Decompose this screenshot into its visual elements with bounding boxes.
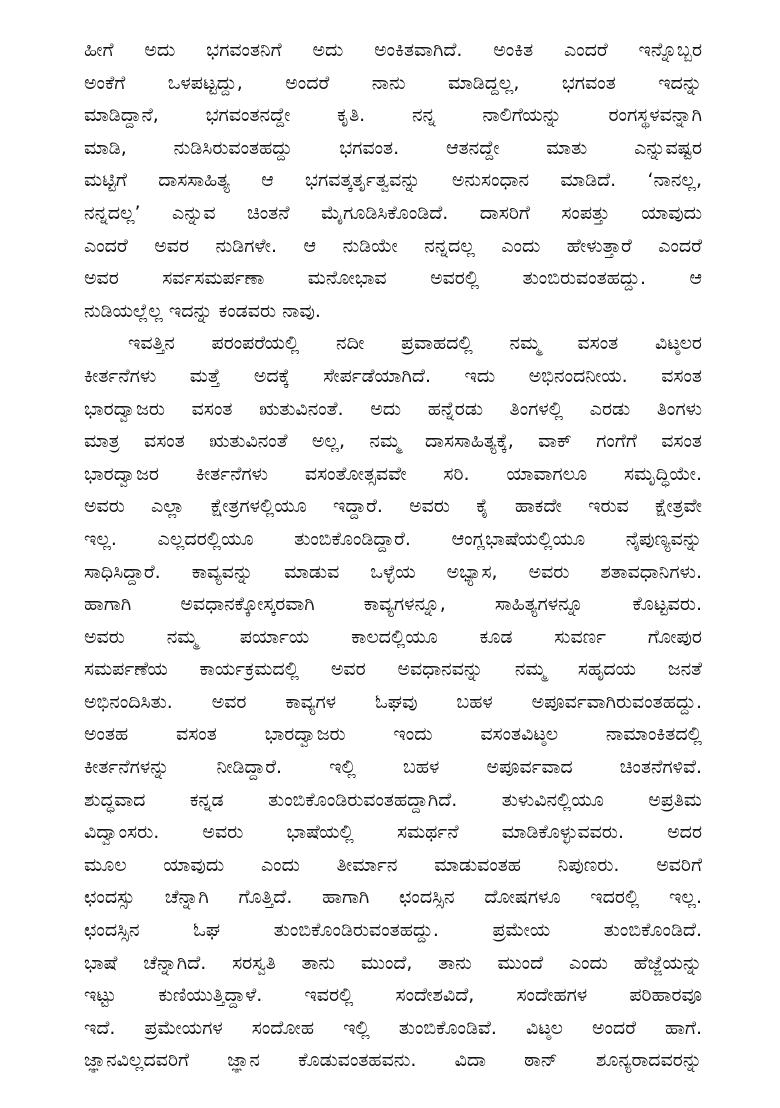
text-line: ಸಾಧಿಸಿದ್ದಾರೆ. ಕಾವ್ಯವನ್ನು ಮಾಡುವ ಒಳ್ಳೆಯ ಅಭ್ಯಾಸ, ಅವರು ಶತಾವಧಾನಿಗಳು.	[84, 560, 702, 583]
paragraph	[84, 327, 702, 1077]
text-line: ಹೀಗೆ ಅದು ಭಗವಂತನಿಗೆ ಅದು ಅಂಕಿತವಾಗಿದೆ. ಅಂಕಿತ ಎಂದರೆ ಇನ್ನೊಬ್ಬರ	[84, 39, 702, 61]
text-line: ನುಡಿಯಲ್ಲೆಲ್ಲ ಇದನ್ನು ಕಂಡವರು ನಾವು.	[84, 299, 321, 322]
text-line: ಕೀರ್ತನೆಗಳು ಮತ್ತೆ ಅದಕ್ಕೆ ಸೇರ್ಪಡೆಯಾಗಿದೆ. ಇದು ಅಭಿನಂದನೀಯ. ವಸಂತ	[84, 364, 702, 387]
text-line: ಜ್ಞಾನವಿಲ್ಲದವರಿಗೆ ಜ್ಞಾನ ಕೊಡುವಂತಹವನು. ವಿದಾ ಠಾನ್ ಶೂನ್ಯರಾದವರನ್ನು	[84, 1049, 702, 1072]
text-line: ಭಾಷೆ ಚೆನ್ನಾಗಿದೆ. ಸರಸ್ವತಿ ತಾನು ಮುಂದೆ, ತಾನು ಮುಂದೆ ಎಂದು ಹೆಜ್ಜೆಯನ್ನು	[84, 951, 702, 974]
text-line: ಎಂದರೆ ಅವರ ನುಡಿಗಳೇ. ಆ ನುಡಿಯೇ ನನ್ನದಲ್ಲ ಎಂದು ಹೇಳುತ್ತಾರೆ ಎಂದರೆ	[84, 234, 702, 257]
text-line: ಛಂದಸ್ಸಿನ ಓಘ ತುಂಬಿಕೊಂಡಿರುವಂತಹದ್ದು. ಪ್ರಮೇಯ ತುಂಬಿಕೊಂಡಿದೆ.	[84, 919, 702, 942]
text-line: ಮೂಲ ಯಾವುದು ಎಂದು ತೀರ್ಮಾನ ಮಾಡುವಂತಹ ನಿಪುಣರು. ಅವರಿಗೆ	[84, 853, 702, 876]
text-line: ವಿದ್ವಾಂಸರು. ಅವರು ಭಾಷೆಯಲ್ಲಿ ಸಮರ್ಥನೆ ಮಾಡಿಕೊಳ್ಳುವವರು. ಅದರ	[84, 821, 702, 844]
text-line: ಇಟ್ಟು ಕುಣಿಯುತ್ತಿದ್ದಾಳೆ. ಇವರಲ್ಲಿ ಸಂದೇಶವಿದೆ, ಸಂದೇಹಗಳ ಪರಿಹಾರವೂ	[84, 984, 702, 1007]
text-line: ಮಟ್ಟಿಗೆ ದಾಸಸಾಹಿತ್ಯ ಆ ಭಗವತ್ಕರ್ತೃತ್ವವನ್ನು ಅನುಸಂಧಾನ ಮಾಡಿದೆ. ‘ನಾನಲ್ಲ,	[84, 169, 702, 192]
text-line: ಮಾಡಿ, ನುಡಿಸಿರುವಂತಹದ್ದು ಭಗವಂತ. ಆತನದ್ದೇ ಮಾತು ಎನ್ನುವಷ್ಟರ	[84, 136, 702, 159]
text-line: ಅವರು ಎಲ್ಲಾ ಕ್ಷೇತ್ರಗಳಲ್ಲಿಯೂ ಇದ್ದಾರೆ. ಅವರು ಕೈ ಹಾಕದೇ ಇರುವ ಕ್ಷೇತ್ರವೇ	[84, 495, 702, 518]
text-line: ಇಲ್ಲ. ಎಲ್ಲದರಲ್ಲಿಯೂ ತುಂಬಿಕೊಂಡಿದ್ದಾರೆ. ಆಂಗ್ಲಭಾಷೆಯಲ್ಲಿಯೂ ನೈಪುಣ್ಯವನ್ನು	[84, 527, 702, 550]
text-line: ಶುದ್ಧವಾದ ಕನ್ನಡ ತುಂಬಿಕೊಂಡಿರುವಂತಹದ್ದಾಗಿದೆ. ತುಳುವಿನಲ್ಲಿಯೂ ಅಪ್ರತಿಮ	[84, 788, 702, 811]
paragraph	[84, 34, 702, 327]
text-line: ಅಭಿನಂದಿಸಿತು. ಅವರ ಕಾವ್ಯಗಳ ಓಘವು ಬಹಳ ಅಪೂರ್ವವಾಗಿರುವಂತಹದ್ದು.	[84, 690, 702, 713]
text-line: ಭಾರದ್ವಾಜರ ಕೀರ್ತನೆಗಳು ವಸಂತೋತ್ಸವವೇ ಸರಿ. ಯಾವಾಗಲೂ ಸಮೃದ್ಧಿಯೇ.	[84, 462, 702, 485]
text-line: ಇದೆ. ಪ್ರಮೇಯಗಳ ಸಂದೋಹ ಇಲ್ಲಿ ತುಂಬಿಕೊಂಡಿವೆ. ವಿಟ್ಠಲ ಅಂದರೆ ಹಾಗೆ.	[84, 1016, 702, 1039]
text-line: ಅಂತಹ ವಸಂತ ಭಾರದ್ವಾಜರು ಇಂದು ವಸಂತವಿಟ್ಠಲ ನಾಮಾಂಕಿತದಲ್ಲಿ	[84, 723, 702, 746]
text-line: ಭಾರದ್ವಾಜರು ವಸಂತ ಋತುವಿನಂತೆ. ಅದು ಹನ್ನೆರಡು ತಿಂಗಳಲ್ಲಿ ಎರಡು ತಿಂಗಳು	[84, 397, 702, 420]
text-line: ಹಾಗಾಗಿ ಅವಧಾನಕ್ಕೋಸ್ಕರವಾಗಿ ಕಾವ್ಯಗಳನ್ನೂ, ಸಾಹಿತ್ಯಗಳನ್ನೂ ಕೊಟ್ಟವರು.	[84, 593, 702, 616]
text-line: ಮಾಡಿದ್ದಾನೆ, ಭಗವಂತನದ್ದೇ ಕೃತಿ. ನನ್ನ ನಾಲಿಗೆಯನ್ನು ರಂಗಸ್ಥಳವನ್ನಾಗಿ	[84, 104, 702, 127]
text-line: ಅಂಕೆಗೆ ಒಳಪಟ್ಟದ್ದು, ಅಂದರೆ ನಾನು ಮಾಡಿದ್ದಲ್ಲ, ಭಗವಂತ ಇದನ್ನು	[84, 71, 702, 94]
text-line: ಅವರು ನಮ್ಮ ಪರ್ಯಾಯ ಕಾಲದಲ್ಲಿಯೂ ಕೂಡ ಸುವರ್ಣ ಗೋಪುರ	[84, 625, 702, 648]
text-line: ನನ್ನದಲ್ಲ’ ಎನ್ನುವ ಚಿಂತನೆ ಮೈಗೂಡಿಸಿಕೊಂಡಿದೆ. ದಾಸರಿಗೆ ಸಂಪತ್ತು ಯಾವುದು	[84, 201, 702, 224]
text-line: ಮಾತ್ರ ವಸಂತ ಋತುವಿನಂತೆ ಅಲ್ಲ, ನಮ್ಮ ದಾಸಸಾಹಿತ್ಯಕ್ಕೆ, ವಾಕ್ ಗಂಗೆಗೆ ವಸಂತ	[84, 430, 702, 453]
text-line: ಇವತ್ತಿನ ಪರಂಪರೆಯಲ್ಲಿ ನದೀ ಪ್ರವಾಹದಲ್ಲಿ ನಮ್ಮ ವಸಂತ ವಿಟ್ಠಲರ	[128, 332, 702, 355]
document-page	[84, 34, 702, 1077]
text-line: ಅವರ ಸರ್ವಸಮರ್ಪಣಾ ಮನೋಭಾವ ಅವರಲ್ಲಿ ತುಂಬಿರುವಂತಹದ್ದು. ಆ	[84, 267, 702, 290]
text-line: ಕೀರ್ತನೆಗಳನ್ನು ನೀಡಿದ್ದಾರೆ. ಇಲ್ಲಿ ಬಹಳ ಅಪೂರ್ವವಾದ ಚಿಂತನೆಗಳಿವೆ.	[84, 756, 702, 779]
text-line: ಸಮರ್ಪಣೆಯ ಕಾರ್ಯಕ್ರಮದಲ್ಲಿ ಅವರ ಅವಧಾನವನ್ನು ನಮ್ಮ ಸಹೃದಯ ಜನತೆ	[84, 658, 702, 681]
text-line: ಛಂದಸ್ಸು ಚೆನ್ನಾಗಿ ಗೊತ್ತಿದೆ. ಹಾಗಾಗಿ ಛಂದಸ್ಸಿನ ದೋಷಗಳೂ ಇದರಲ್ಲಿ ಇಲ್ಲ.	[84, 886, 702, 909]
